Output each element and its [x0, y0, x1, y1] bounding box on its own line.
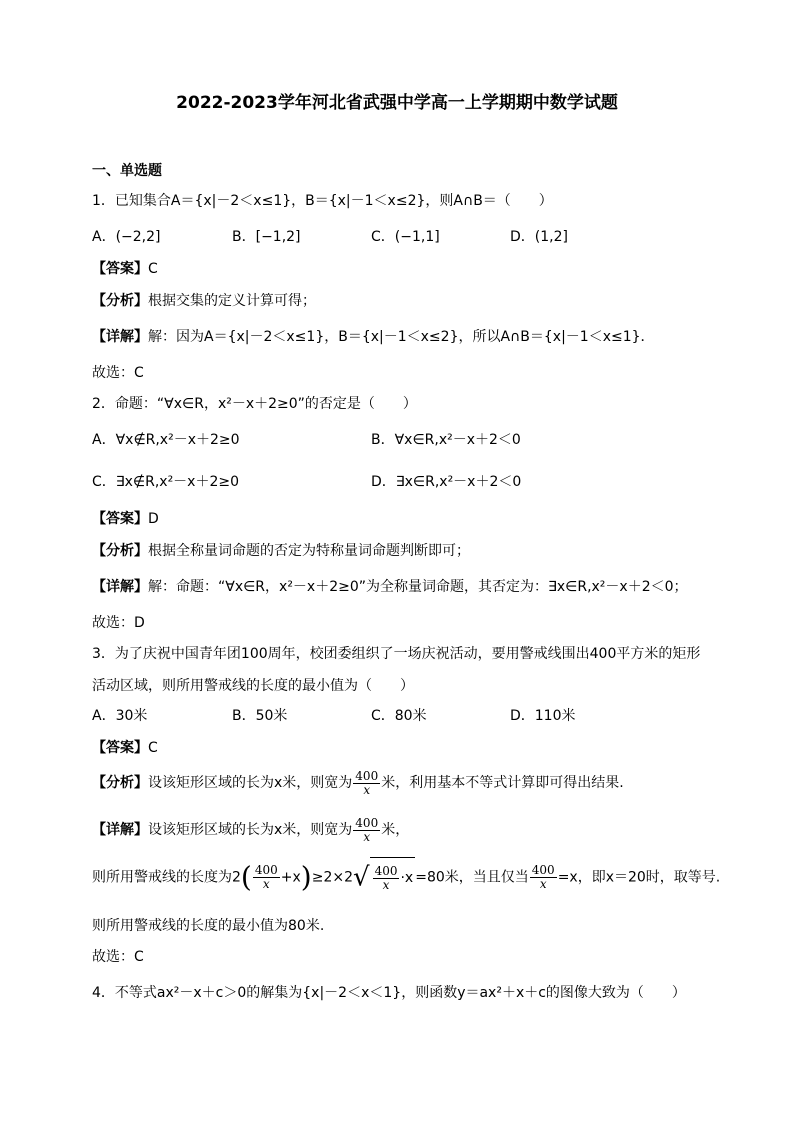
radicand: [370, 857, 416, 898]
fraction-400-over-x: [530, 864, 557, 891]
fraction-numerator: 400: [355, 815, 379, 830]
square-root: [353, 857, 415, 898]
analysis-tag: 【分析】: [92, 775, 148, 791]
analysis-text-b: 米，利用基本不等式计算即可得出结果.: [381, 775, 624, 791]
analysis-tag: 【分析】: [92, 293, 148, 309]
radical-icon: √: [353, 862, 370, 893]
detail-tag: 【详解】: [92, 579, 148, 595]
answer-value: D: [148, 511, 159, 527]
q3-analysis: [92, 766, 624, 800]
plus-x: +x: [280, 869, 301, 886]
answer-tag: 【答案】: [92, 740, 148, 756]
q4-stem: 4．不等式ax²－x＋c＞0的解集为{x|－2＜x＜1}，则函数y＝ax²＋x＋c的图像大致为（ ）: [92, 985, 686, 1001]
detail-text-b: 米，: [381, 822, 410, 838]
page-title: 2022-2023学年河北省武强中学高一上学期期中数学试题: [176, 93, 618, 113]
answer-value: C: [148, 261, 158, 277]
fraction-denominator: x: [262, 877, 270, 891]
q3-option-c: C．80米: [371, 708, 427, 724]
q2-option-b: B．∀x∈R,x²－x＋2＜0: [371, 432, 521, 448]
q3-stem-line2: 活动区域，则所用警戒线的长度的最小值为（ ）: [92, 678, 414, 694]
q2-detail: [92, 578, 688, 596]
q3-option-b: B．50米: [232, 708, 288, 724]
answer-value: C: [148, 740, 158, 756]
fraction-400-over-x: [253, 864, 280, 891]
analysis-text: 根据交集的定义计算可得；: [148, 293, 316, 309]
left-paren: (: [240, 860, 252, 894]
fraction-400-over-x: [353, 770, 380, 797]
fraction-numerator: 400: [374, 863, 398, 878]
formula-text-d: =x，即x＝20时，取等号.: [557, 869, 721, 886]
q1-conclusion: 故选：C: [92, 365, 144, 381]
q2-option-c: C．∃x∉R,x²－x＋2≥0: [92, 474, 240, 490]
q1-answer: [92, 260, 158, 278]
q3-option-d: D．110米: [510, 708, 576, 724]
q3-detail: [92, 813, 409, 847]
formula-text-c: =80米，当且仅当: [415, 869, 529, 886]
detail-tag: 【详解】: [92, 329, 148, 345]
fraction-denominator: x: [539, 877, 547, 891]
q3-conclusion: 故选：C: [92, 949, 144, 965]
fraction-400-over-x: [373, 865, 400, 892]
analysis-text-a: 设该矩形区域的长为x米，则宽为: [148, 775, 353, 791]
analysis-text: 根据全称量词命题的否定为特称量词命题判断即可；: [148, 543, 470, 559]
q3-stem-line1: 3．为了庆祝中国青年团100周年，校团委组织了一场庆祝活动，要用警戒线围出400平方米的矩形: [92, 646, 701, 662]
fraction-numerator: 400: [254, 863, 278, 877]
answer-tag: 【答案】: [92, 511, 148, 527]
q2-option-d: D．∃x∈R,x²－x＋2＜0: [371, 474, 522, 490]
q2-answer: [92, 510, 159, 528]
fraction-400-over-x: [353, 817, 380, 844]
q2-stem: 2．命题：“∀x∈R，x²－x＋2≥0”的否定是（ ）: [92, 396, 417, 412]
q3-option-a: A．30米: [92, 708, 148, 724]
formula-text-b: ≥2×2: [311, 869, 353, 886]
fraction-numerator: 400: [355, 768, 379, 783]
right-paren: ): [300, 860, 312, 894]
answer-tag: 【答案】: [92, 261, 148, 277]
q3-answer: [92, 739, 158, 757]
detail-text-a: 设该矩形区域的长为x米，则宽为: [148, 822, 353, 838]
q1-option-d: D．(1,2]: [510, 229, 568, 245]
q1-option-b: B．[−1,2]: [232, 229, 301, 245]
q3-detail-result: 则所用警戒线的长度的最小值为80米.: [92, 918, 325, 934]
formula-text-a: 则所用警戒线的长度为2: [92, 869, 241, 886]
analysis-tag: 【分析】: [92, 543, 148, 559]
q2-conclusion: 故选：D: [92, 615, 145, 631]
q2-analysis: [92, 542, 470, 560]
q1-analysis: [92, 292, 316, 310]
fraction-denominator: x: [363, 782, 371, 797]
q1-option-c: C．(−1,1]: [371, 229, 440, 245]
fraction-denominator: x: [363, 829, 371, 844]
fraction-numerator: 400: [531, 863, 555, 877]
q1-option-a: A．(−2,2]: [92, 229, 161, 245]
fraction-denominator: x: [382, 877, 390, 892]
detail-text: 解：命题：“∀x∈R，x²－x＋2≥0”为全称量词命题，其否定为：∃x∈R,x²－x＋2＜0；: [148, 579, 688, 595]
dot-x: ·x: [400, 870, 414, 886]
q1-detail: [92, 328, 655, 346]
q2-option-a: A．∀x∉R,x²－x＋2≥0: [92, 432, 240, 448]
section-heading: 一、单选题: [92, 163, 162, 179]
detail-text: 解：因为A＝{x|－2＜x≤1}，B＝{x|－1＜x≤2}，所以A∩B＝{x|－1＜x≤1}．: [148, 329, 655, 345]
detail-tag: 【详解】: [92, 822, 148, 838]
q3-detail-formula: [92, 857, 720, 898]
q1-stem: 1．已知集合A＝{x|－2＜x≤1}，B＝{x|－1＜x≤2}，则A∩B＝（ ）: [92, 193, 553, 209]
